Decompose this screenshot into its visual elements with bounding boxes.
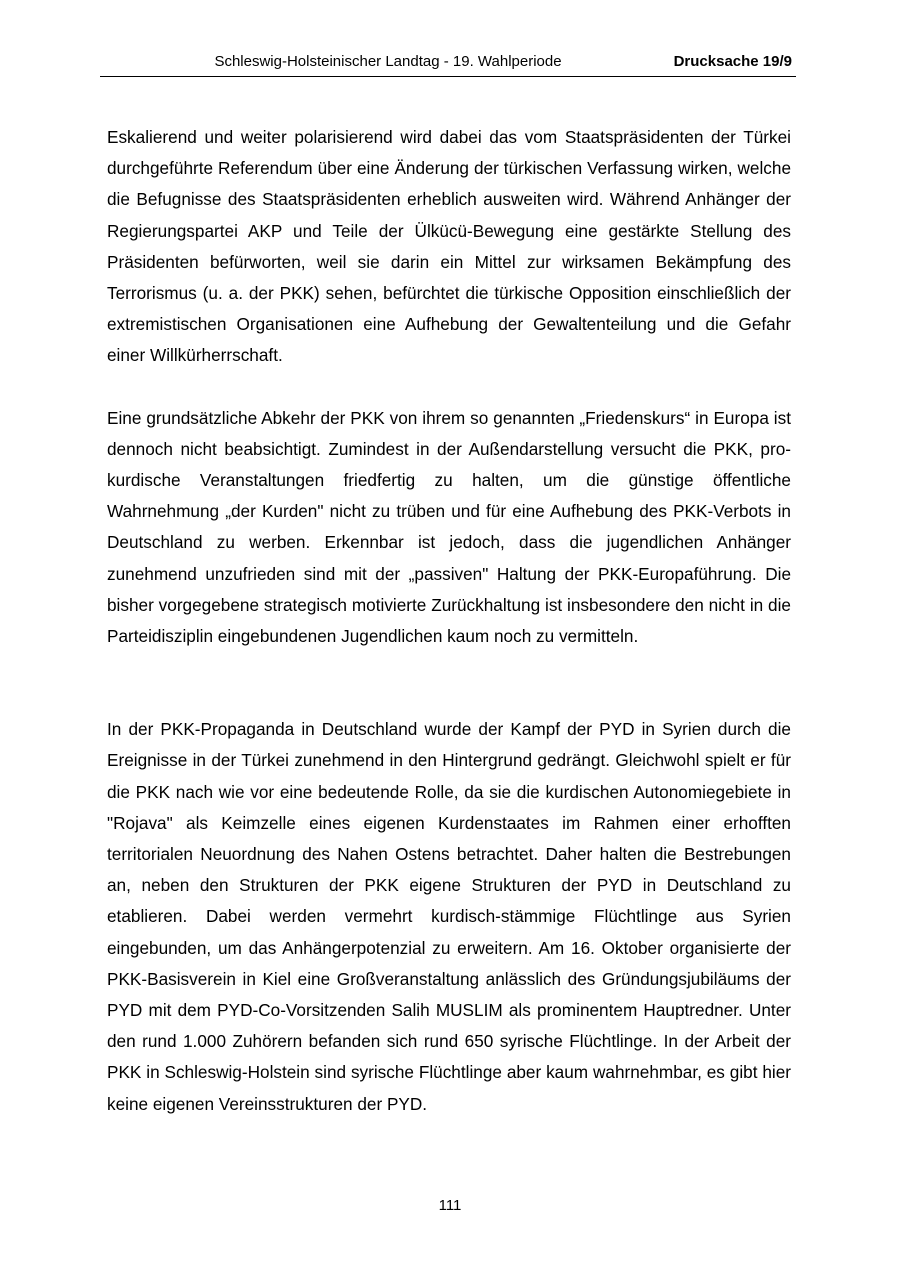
header-title: Schleswig-Holsteinischer Landtag - 19. Wahlperiode [214,53,562,70]
paragraph-pyd-propaganda: In der PKK-Propaganda in Deutschland wurde der Kampf der PYD in Syrien durch die Ereignisse in der Türkei zunehmend in den Hintergrund gedrängt. Gleichwohl spielt er für die PKK nach wie vor eine bedeutende Rolle, da sie die kurdischen Autonomiegebiete in "Rojava" als Keimzelle eines eigenen Kurdenstaates im Rahmen einer erhofften territorialen Neuordnung des Nahen Ostens betrachtet. Daher halten die Bestrebungen an, neben den Strukturen der PKK eigene Strukturen der PYD in Deutschland zu etablieren. Dabei werden vermehrt kurdisch-stämmige Flüchtlinge aus Syrien eingebunden, um das Anhängerpotenzial zu erweitern. Am 16. Oktober organisierte der PKK-Basisverein in Kiel eine Großveranstaltung anlässlich des Gründungsjubiläums der PYD mit dem PYD-Co-Vorsitzenden Salih MUSLIM als prominentem Hauptredner. Unter den rund 1.000 Zuhörern befanden sich rund 650 syrische Flüchtlinge. In der Arbeit der PKK in Schleswig-Holstein sind syrische Flüchtlinge aber kaum wahrnehmbar, es gibt hier keine eigenen Vereinsstrukturen der PYD. [107,719,791,1114]
document-number: Drucksache 19/9 [673,53,792,70]
paragraph-referendum: Eskalierend und weiter polarisierend wird dabei das vom Staatspräsidenten der Türkei durchgeführte Referendum über eine Änderung der türkischen Verfassung wirken, welche die Befugnisse des Staatspräsidenten erheblich ausweiten wird. Während Anhänger der Regierungspartei AKP und Teile der Ülkücü-Bewegung eine gestärkte Stellung des Präsidenten befürworten, weil sie darin ein Mittel zur wirksamen Bekämpfung des Terrorismus (u. a. der PKK) sehen, befürchtet die türkische Opposition einschließlich der extremistischen Organisationen eine Aufhebung der Gewaltenteilung und die Gefahr einer Willkürherrschaft. [107,127,791,366]
paragraph-friedenskurs: Eine grundsätzliche Abkehr der PKK von ihrem so genannten „Friedenskurs“ in Europa ist dennoch nicht beabsichtigt. Zumindest in der Außendarstellung versucht die PKK, pro-kurdische Veranstaltungen friedfertig zu halten, um die günstige öffentliche Wahrnehmung „der Kurden" nicht zu trüben und für eine Aufhebung des PKK-Verbots in Deutschland zu werben. Erkennbar ist jedoch, dass die jugendlichen Anhänger zunehmend unzufrieden sind mit der „passiven" Haltung der PKK-Europaführung. Die bisher vorgegebene strategisch motivierte Zurückhaltung ist insbesondere den nicht in die Parteidisziplin eingebundenen Jugendlichen kaum noch zu vermitteln. [107,407,791,647]
page-number: 111 [438,1197,462,1214]
body-text [107,122,791,1120]
page-header [100,52,796,77]
